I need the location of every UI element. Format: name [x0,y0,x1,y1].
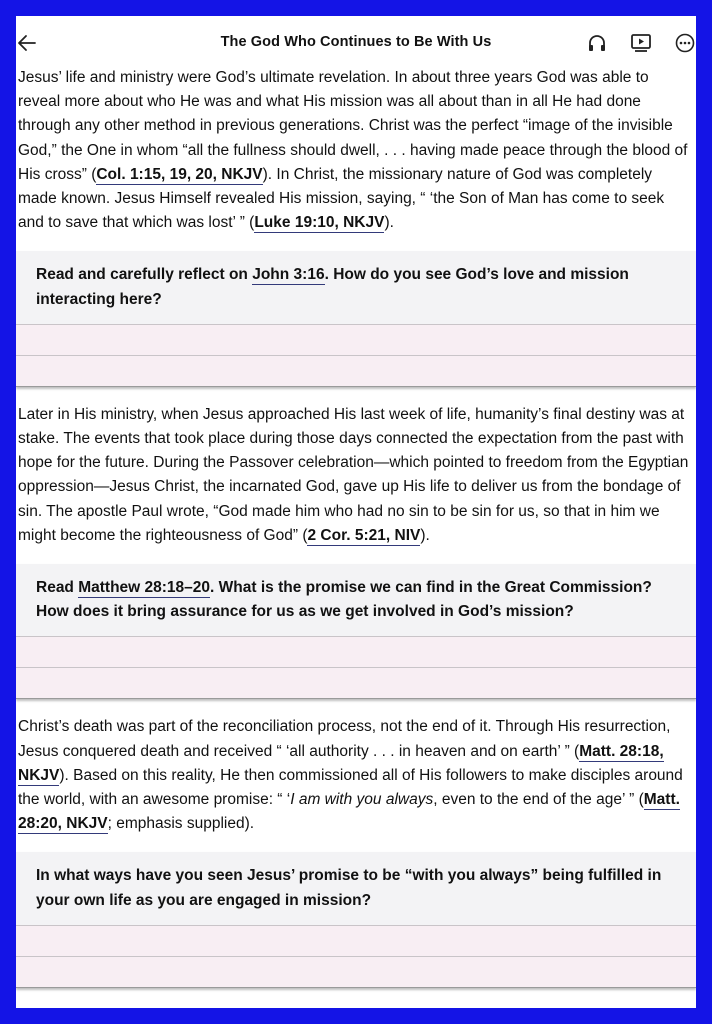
answer-line[interactable] [16,956,696,988]
question-text-part: Read [36,579,79,597]
answer-line[interactable] [16,667,696,699]
scripture-link[interactable]: John 3:16 [252,266,325,284]
question-box [16,251,696,386]
paragraph-text: ). [384,214,394,232]
scripture-link[interactable]: Luke 19:10, NKJV [254,214,385,232]
lesson-paragraph [18,403,696,548]
scripture-link[interactable]: 2 Cor. 5:21, NIV [307,526,421,544]
paragraph-text: Christ’s death was part of the reconciliation process, not the end of it. Through His resurrection, Jesus conquered death and received “ ‘all authority . . . in heaven and on earth’ ” ( [18,718,671,760]
app-frame [16,16,696,1008]
question-text-part: . How do you see God’s love and mission interacting here? [36,266,629,308]
question-text: In what ways have you seen Jesus’ promise to be “with you always” being fulfilled in your own life as you are engaged in mission? [36,867,662,909]
top-bar [16,16,696,68]
page-title: The God Who Continues to Be With Us [220,34,492,50]
question-box [16,852,696,987]
scripture-link[interactable]: Matt. 28:20, NKJV [18,791,680,833]
scripture-link[interactable]: Matt. 28:18, NKJV [18,742,664,784]
answer-line[interactable] [16,636,696,667]
question-text [16,251,696,323]
question-text-part: Read and carefully reflect on [36,266,253,284]
paragraph-text: , even to the end of the age’ ” ( [433,791,644,809]
scripture-link[interactable]: Col. 1:15, 19, 20, NKJV [96,165,263,183]
answer-line[interactable] [16,925,696,956]
lesson-paragraph [18,715,696,836]
paragraph-text: ). In Christ, the missionary nature of God was completely made known. Jesus Himself revealed His mission, saying, “ ‘the Son of Man has come to seek and to save that which was lost’ ” ( [18,165,665,232]
paragraph-text: ). Based on this reality, He then commissioned all of His followers to make disciples around the world, with an awesome promise: “ ‘ [18,766,683,809]
answer-area[interactable] [16,925,696,988]
paragraph-text: ; emphasis supplied). [107,815,255,833]
arrow-left-icon[interactable] [16,32,38,54]
paragraph-text: Jesus’ life and ministry were God’s ultimate revelation. In about three years God was able to reveal more about who He was and what His mission was all about than in all He had done through any other method in previous generations. Christ was the perfect “image of the invisible God,” the One in whom “all the fullness should dwell, . . . having made peace through the blood of His cross” ( [18,69,688,183]
emphasis-text: I am with you always [290,791,434,809]
paragraph-text: Later in His ministry, when Jesus approached His last week of life, humanity’s final destiny was at stake. The events that took place during those days connected the expectation from the past with hope for the future. During the Passover celebration—which pointed to freedom from the Egyptian oppression—Jesus Christ, the incarnated God, gave up His life to deliver us from the bondage of sin. The apostle Paul wrote, “God made him who had no sin to be sin for us, so that in him we might become the righteousness of God” ( [18,405,689,544]
paragraph-text: ). [420,526,430,544]
scripture-link[interactable]: Matthew 28:18–20 [78,579,211,597]
answer-line[interactable] [16,324,696,355]
lesson-content [16,66,696,988]
answer-area[interactable] [16,324,696,387]
question-box [16,564,696,699]
lesson-paragraph [18,66,696,235]
more-options-icon[interactable] [674,32,696,54]
play-video-icon[interactable] [630,32,652,54]
answer-line[interactable] [16,355,696,387]
question-text-part: . What is the promise we can find in the Great Commission? How does it bring assurance for us as we get involved in God’s mission? [36,579,652,621]
answer-area[interactable] [16,636,696,699]
headphones-icon[interactable] [586,32,608,54]
question-text [16,564,696,636]
